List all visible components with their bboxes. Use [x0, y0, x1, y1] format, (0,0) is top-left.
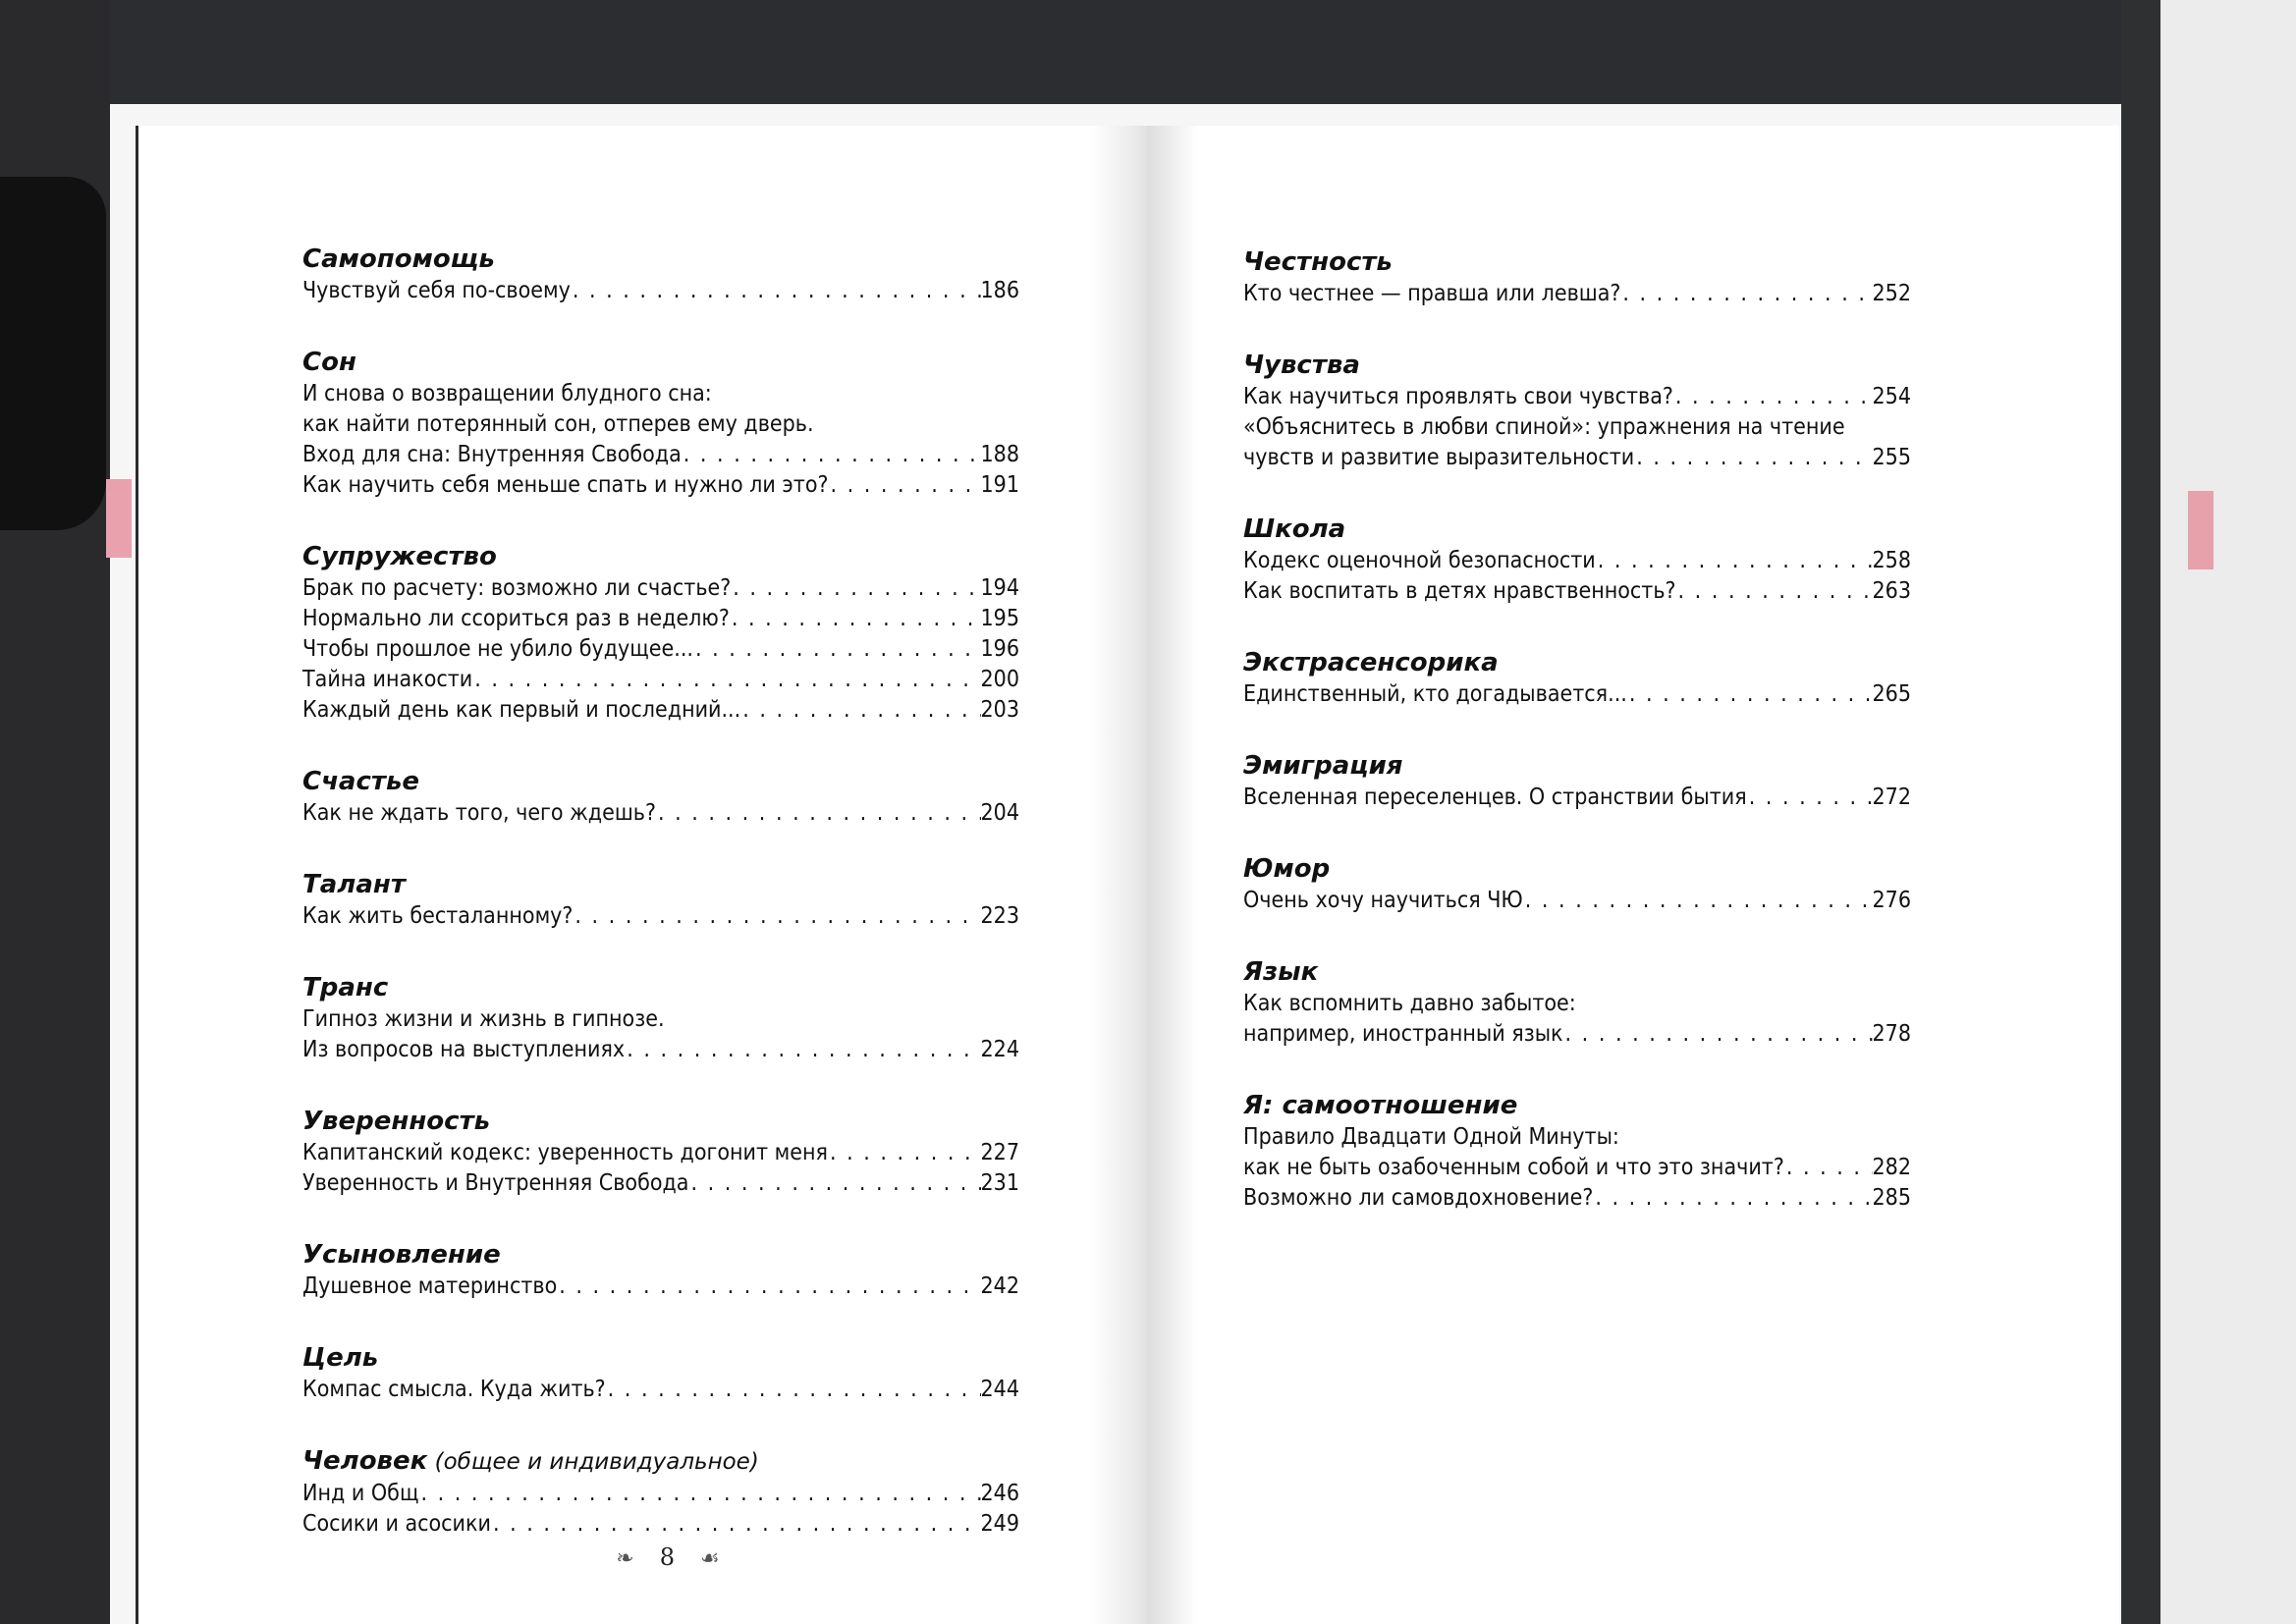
- entry-title: Единственный, кто догадывается...: [1243, 681, 1627, 707]
- section-title: [302, 766, 1019, 798]
- dot-leader: [1596, 546, 1873, 576]
- section-title-text: Сон: [302, 348, 356, 377]
- toc-entry[interactable]: [1243, 1153, 1911, 1183]
- toc-section: [1243, 956, 1911, 1050]
- toc-section: [302, 347, 1019, 501]
- entry-title: Чтобы прошлое не убило будущее...: [302, 636, 693, 662]
- dot-leader: [828, 470, 980, 501]
- entry-page-number: 285: [1872, 1185, 1911, 1211]
- dot-leader: [625, 1035, 980, 1065]
- entry-title: как не быть озабоченным собой и что это значит?: [1243, 1155, 1784, 1180]
- ornament-left-icon: ❧: [616, 1546, 634, 1571]
- section-title: [302, 869, 1019, 901]
- entry-page-number: 254: [1872, 384, 1911, 409]
- section-title-text: Талант: [302, 870, 406, 899]
- entry-title: Из вопросов на выступлениях: [302, 1037, 626, 1062]
- toc-entry[interactable]: [302, 634, 1019, 665]
- section-title-text: Чувства: [1243, 351, 1360, 380]
- toc-entry[interactable]: [302, 665, 1019, 695]
- toc-left-column: [302, 244, 1019, 1580]
- toc-entry[interactable]: [302, 1479, 1019, 1509]
- dot-leader: [1676, 576, 1873, 607]
- section-title-text: Цель: [302, 1343, 379, 1373]
- section-title: [1243, 514, 1911, 546]
- dot-leader: [1747, 783, 1873, 813]
- toc-entry[interactable]: [1243, 279, 1911, 309]
- dot-leader: [1673, 382, 1873, 412]
- section-title: [1243, 647, 1911, 679]
- entry-title: Возможно ли самовдохновение?: [1243, 1185, 1594, 1211]
- dot-leader: [557, 1272, 980, 1302]
- toc-section: [302, 766, 1019, 829]
- toc-entry[interactable]: [302, 604, 1019, 634]
- entry-title: Вход для сна: Внутренняя Свобода: [302, 442, 682, 467]
- entry-title: чувств и развитие выразительности: [1243, 445, 1635, 470]
- dot-leader: [418, 1479, 980, 1509]
- section-title: [302, 347, 1019, 379]
- toc-section: [1243, 1090, 1911, 1214]
- section-title: [1243, 853, 1911, 886]
- entry-title: Как жить бесталанному?: [302, 903, 574, 929]
- toc-entry[interactable]: [1243, 886, 1911, 916]
- section-title: [302, 1342, 1019, 1375]
- entry-page-number: 255: [1872, 445, 1911, 470]
- entry-page-number: 203: [980, 697, 1019, 723]
- toc-section: [302, 1342, 1019, 1405]
- dot-leader: [1523, 886, 1873, 916]
- entry-title: Чувствуй себя по-своему: [302, 278, 571, 303]
- entry-page-number: 282: [1872, 1155, 1911, 1180]
- ornament-right-icon: ☙: [699, 1546, 720, 1571]
- section-title-text: Супружество: [302, 542, 497, 571]
- section-title-text: Уверенность: [302, 1107, 491, 1136]
- entry-title: Как воспитать в детях нравственность?: [1243, 578, 1676, 604]
- toc-section: [1243, 246, 1911, 309]
- dot-leader: [1593, 1183, 1872, 1214]
- toc-entry[interactable]: [302, 470, 1019, 501]
- section-title-text: Человек: [302, 1446, 428, 1476]
- section-title: [302, 1445, 1019, 1479]
- dot-leader: [1784, 1153, 1873, 1183]
- section-title-text: Юмор: [1243, 854, 1331, 884]
- entry-page-number: 188: [980, 442, 1019, 467]
- toc-entry[interactable]: [1243, 679, 1911, 710]
- entry-title: Душевное материнство: [302, 1273, 558, 1299]
- entry-title: Брак по расчету: возможно ли счастье?: [302, 575, 732, 601]
- dot-leader: [1563, 1019, 1873, 1050]
- entry-title: Сосики и асосики: [302, 1511, 491, 1537]
- entry-title: например, иностранный язык: [1243, 1021, 1563, 1047]
- section-title: [1243, 1090, 1911, 1122]
- entry-title: Вселенная переселенцев. О странствии бытия: [1243, 785, 1747, 810]
- toc-entry[interactable]: [302, 276, 1019, 306]
- dot-leader: [472, 665, 980, 695]
- entry-page-number: 278: [1872, 1021, 1911, 1047]
- toc-entry[interactable]: [302, 1035, 1019, 1065]
- section-title-text: Усыновление: [302, 1240, 501, 1270]
- section-title-text: Эмиграция: [1243, 751, 1403, 781]
- entry-page-number: 272: [1872, 785, 1911, 810]
- toc-entry[interactable]: [1243, 1019, 1911, 1050]
- entry-title: Уверенность и Внутренняя Свобода: [302, 1170, 689, 1196]
- entry-title: Тайна инакости: [302, 667, 473, 692]
- toc-entry[interactable]: [302, 1168, 1019, 1199]
- entry-page-number: 244: [980, 1377, 1019, 1402]
- entry-page-number: 258: [1872, 548, 1911, 573]
- toc-right-column: [1243, 246, 1911, 1254]
- toc-entry-line[interactable]: Правило Двадцати Одной Минуты:: [1243, 1124, 1619, 1150]
- toc-entry[interactable]: [302, 1375, 1019, 1405]
- entry-page-number: 276: [1872, 888, 1911, 913]
- dot-leader: [731, 573, 980, 604]
- toc-entry[interactable]: [1243, 576, 1911, 607]
- toc-section: [1243, 750, 1911, 813]
- watch-strap: [0, 177, 106, 530]
- entry-title: Нормально ли ссориться раз в неделю?: [302, 606, 730, 631]
- section-title-text: Честность: [1243, 247, 1393, 277]
- section-title: [1243, 750, 1911, 783]
- section-title: [1243, 350, 1911, 382]
- toc-section: [302, 1445, 1019, 1540]
- toc-entry[interactable]: [1243, 382, 1911, 412]
- page-folio: [560, 1543, 776, 1571]
- toc-entry-line[interactable]: «Объяснитесь в любви спиной»: упражнения на чтение: [1243, 414, 1845, 440]
- toc-entry[interactable]: [302, 901, 1019, 932]
- toc-entry-line[interactable]: И снова о возвращении блудного сна:: [302, 381, 712, 406]
- entry-page-number: 196: [980, 636, 1019, 662]
- book-gutter: [1090, 126, 1198, 1624]
- section-title-text: Самопомощь: [302, 244, 495, 274]
- toc-entry-line[interactable]: Как вспомнить давно забытое:: [1243, 991, 1576, 1016]
- toc-entry-line[interactable]: как найти потерянный сон, отперев ему дверь.: [302, 411, 814, 437]
- scan-background-top: [0, 0, 2296, 110]
- section-title: [302, 541, 1019, 573]
- entry-page-number: 227: [980, 1140, 1019, 1165]
- section-title-text: Я: самоотношение: [1243, 1091, 1518, 1120]
- entry-title: Кодекс оценочной безопасности: [1243, 548, 1596, 573]
- dot-leader: [1634, 443, 1872, 473]
- entry-page-number: 224: [980, 1037, 1019, 1062]
- section-title: [1243, 246, 1911, 279]
- toc-entry[interactable]: [1243, 546, 1911, 576]
- dot-leader: [606, 1375, 981, 1405]
- toc-section: [302, 244, 1019, 306]
- entry-title: Каждый день как первый и последний...: [302, 697, 741, 723]
- section-title: [302, 244, 1019, 276]
- toc-section: [302, 869, 1019, 932]
- entry-title: Компас смысла. Куда жить?: [302, 1377, 606, 1402]
- entry-page-number: 231: [980, 1170, 1019, 1196]
- toc-section: [302, 1106, 1019, 1199]
- section-title-text: Экстрасенсорика: [1243, 648, 1499, 677]
- entry-page-number: 204: [980, 800, 1019, 826]
- entry-page-number: 263: [1872, 578, 1911, 604]
- bookmark-ribbon-left: [106, 479, 132, 558]
- entry-title: Капитанский кодекс: уверенность догонит меня: [302, 1140, 828, 1165]
- section-title-text: Счастье: [302, 767, 420, 796]
- scan-background-right-edge: [2121, 0, 2160, 1624]
- toc-entry[interactable]: [1243, 443, 1911, 473]
- entry-title: Как не ждать того, чего ждешь?: [302, 800, 656, 826]
- entry-page-number: 246: [980, 1481, 1019, 1506]
- entry-title: Очень хочу научиться ЧЮ: [1243, 888, 1523, 913]
- toc-entry[interactable]: [302, 440, 1019, 470]
- section-title-text: Транс: [302, 973, 389, 1002]
- section-title-text: Язык: [1243, 957, 1319, 987]
- entry-title: Как научить себя меньше спать и нужно ли это?: [302, 472, 829, 498]
- entry-page-number: 186: [980, 278, 1019, 303]
- toc-section: [1243, 853, 1911, 916]
- dot-leader: [828, 1138, 981, 1168]
- toc-entry[interactable]: [1243, 783, 1911, 813]
- entry-page-number: 242: [980, 1273, 1019, 1299]
- entry-page-number: 195: [980, 606, 1019, 631]
- toc-entry[interactable]: [302, 1138, 1019, 1168]
- entry-page-number: 223: [980, 903, 1019, 929]
- dot-leader: [573, 901, 980, 932]
- toc-section: [302, 972, 1019, 1065]
- entry-page-number: 200: [980, 667, 1019, 692]
- toc-section: [1243, 514, 1911, 607]
- entry-title: Кто честнее — правша или левша?: [1243, 281, 1621, 306]
- toc-section: [1243, 350, 1911, 473]
- toc-entry[interactable]: [302, 695, 1019, 726]
- toc-section: [1243, 647, 1911, 710]
- section-title: [302, 1239, 1019, 1272]
- section-title-note: (общее и индивидуальное): [427, 1449, 759, 1475]
- section-title: [302, 972, 1019, 1004]
- entry-title: Как научиться проявлять свои чувства?: [1243, 384, 1673, 409]
- entry-page-number: 252: [1872, 281, 1911, 306]
- entry-title: Инд и Общ: [302, 1481, 419, 1506]
- section-title-text: Школа: [1243, 514, 1346, 544]
- entry-page-number: 194: [980, 575, 1019, 601]
- toc-entry[interactable]: [302, 1509, 1019, 1540]
- toc-entry-line[interactable]: Гипноз жизни и жизнь в гипнозе.: [302, 1006, 665, 1032]
- dot-leader: [571, 276, 981, 306]
- toc-entry[interactable]: [302, 798, 1019, 829]
- dot-leader: [1627, 679, 1873, 710]
- toc-section: [302, 1239, 1019, 1302]
- toc-entry[interactable]: [302, 1272, 1019, 1302]
- dot-leader: [1620, 279, 1872, 309]
- page-number: 8: [659, 1543, 675, 1571]
- dot-leader: [693, 634, 981, 665]
- dot-leader: [682, 440, 981, 470]
- entry-page-number: 249: [980, 1511, 1019, 1537]
- entry-page-number: 265: [1872, 681, 1911, 707]
- dot-leader: [740, 695, 980, 726]
- bookmark-ribbon-right: [2188, 491, 2214, 569]
- toc-entry[interactable]: [302, 573, 1019, 604]
- toc-section: [302, 541, 1019, 726]
- section-title: [1243, 956, 1911, 989]
- entry-page-number: 191: [980, 472, 1019, 498]
- dot-leader: [688, 1168, 980, 1199]
- dot-leader: [491, 1509, 981, 1540]
- dot-leader: [730, 604, 981, 634]
- section-title: [302, 1106, 1019, 1138]
- toc-entry[interactable]: [1243, 1183, 1911, 1214]
- dot-leader: [656, 798, 981, 829]
